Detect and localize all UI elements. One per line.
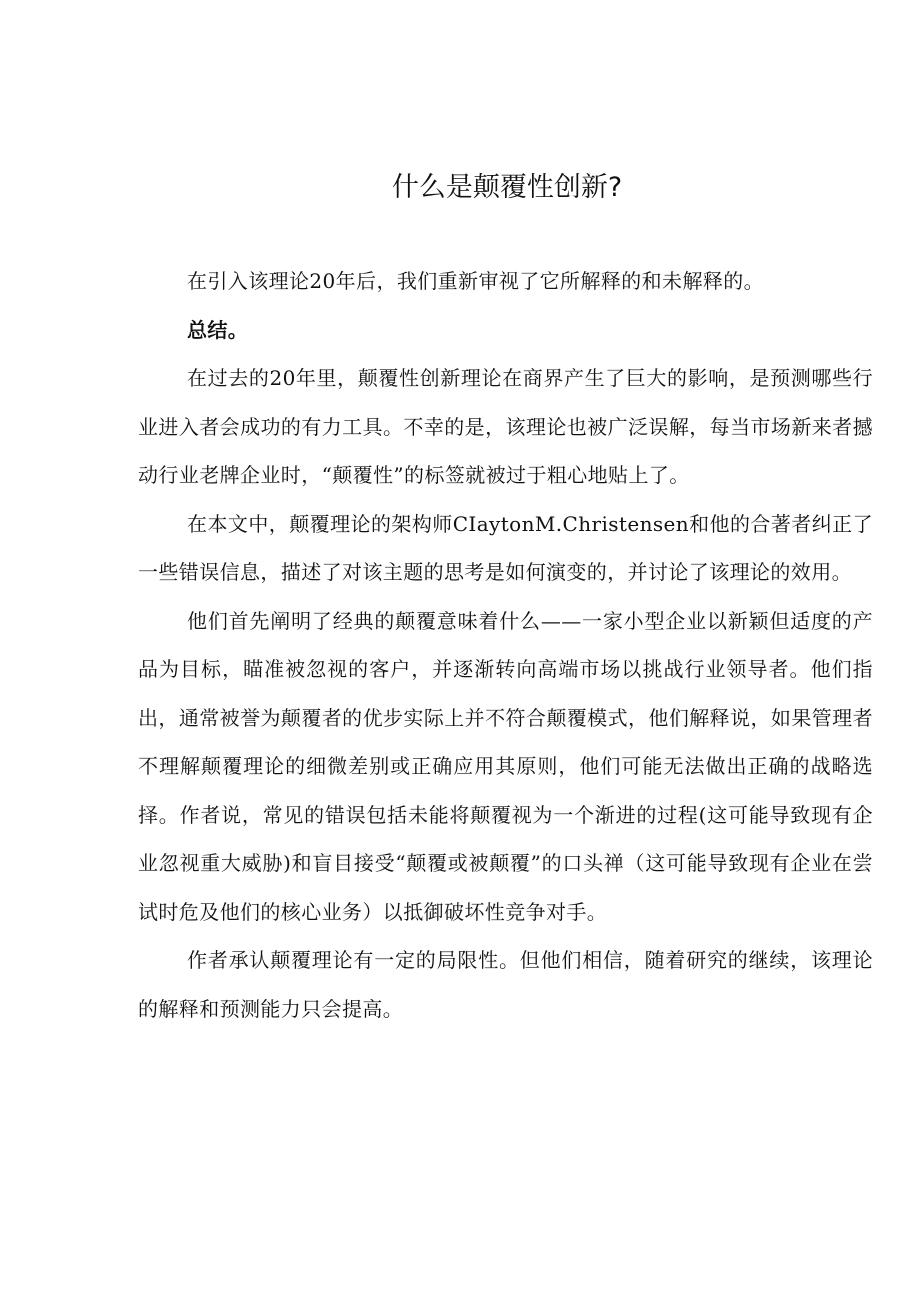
paragraph-corrections: 在本文中，颠覆理论的架构师CIaytonM.Christensen和他的合著者纠正了一些错误信息，描述了对该主题的思考是如何演变的，并讨论了该理论的效用。 — [138, 511, 873, 584]
document-body — [138, 257, 873, 1033]
paragraph-limitations: 作者承认颠覆理论有一定的局限性。但他们相信，随着研究的继续，该理论的解释和预测能力只会提高。 — [138, 948, 873, 1021]
intro-paragraph: 在引入该理论20年后，我们重新审视了它所解释的和未解释的。 — [187, 269, 765, 293]
paragraph-classic-disruption: 他们首先阐明了经典的颠覆意味着什么——一家小型企业以新颖但适度的产品为目标，瞄准被忽视的客户，并逐渐转向高端市场以挑战行业领导者。他们指出，通常被誉为颠覆者的优步实际上并不符合颠覆模式，他们解释说，如果管理者不理解颠覆理论的细微差别或正确应用其原则，他们可能无法做出正确的战略选择。作者说，常见的错误包括未能将颠覆视为一个渐进的过程(这可能导致现有企业忽视重大威胁)和盲目接受“颠覆或被颠覆”的口头禅（这可能导致现有企业在尝试时危及他们的核心业务）以抵御破坏性竞争对手。 — [138, 608, 873, 924]
summary-heading: 总结。 — [187, 317, 249, 342]
paragraph-impact: 在过去的20年里，颠覆性创新理论在商界产生了巨大的影响，是预测哪些行业进入者会成功的有力工具。不幸的是，该理论也被广泛误解，每当市场新来者撼动行业老牌企业时，“颠覆性”的标签就被过于粗心地贴上了。 — [138, 366, 873, 487]
page-title: 什么是颠覆性创新? — [391, 172, 623, 203]
